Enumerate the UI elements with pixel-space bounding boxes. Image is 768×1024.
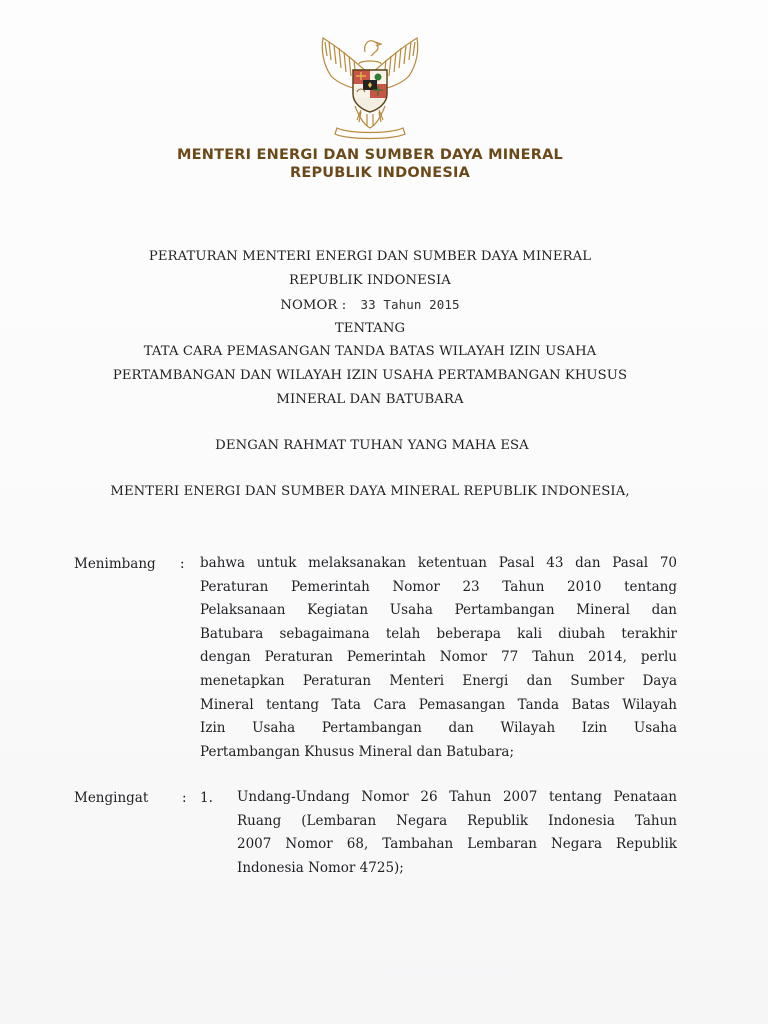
menimbang-line: Batubara sebagaimana telah beberapa kali diubah terakhir	[200, 625, 677, 642]
menimbang-line: Mineral tentang Tata Cara Pemasangan Tanda Batas Wilayah	[200, 696, 677, 713]
menimbang-label: Menimbang	[74, 556, 156, 572]
ministry-title-line1: MENTERI ENERGI DAN SUMBER DAYA MINERAL	[177, 147, 563, 163]
regulation-title-line1: PERATURAN MENTERI ENERGI DAN SUMBER DAYA MINERAL	[148, 249, 592, 264]
menimbang-line: Pelaksanaan Kegiatan Usaha Pertambangan Mineral dan	[200, 602, 677, 619]
mengingat-colon: :	[182, 790, 187, 806]
mengingat-line: Ruang (Lembaran Negara Republik Indonesia Tahun	[237, 812, 677, 829]
mengingat-line: Undang-Undang Nomor 26 Tahun 2007 tentang Penataan	[237, 789, 677, 805]
mengingat-item-text	[237, 786, 677, 880]
menimbang-line: Pertambangan Khusus Mineral dan Batubara;	[200, 743, 515, 760]
nomor-value: 33 Tahun 2015	[360, 297, 460, 312]
menimbang-line: Izin Usaha Pertambangan dan Wilayah Izin Usaha	[200, 720, 677, 737]
menimbang-colon: :	[180, 556, 185, 572]
regulation-number	[0, 297, 754, 313]
tentang-heading: TENTANG	[334, 321, 406, 336]
menimbang-line: bahwa untuk melaksanakan ketentuan Pasal 43 dan Pasal 70	[200, 555, 677, 571]
menimbang-line: dengan Peraturan Pemerintah Nomor 77 Tahun 2014, perlu	[200, 649, 677, 666]
ministry-title-line2: REPUBLIK INDONESIA	[289, 165, 471, 181]
nomor-label: NOMOR :	[280, 298, 347, 313]
mengingat-line: Indonesia Nomor 4725);	[237, 859, 404, 876]
menteri-line: MENTERI ENERGI DAN SUMBER DAYA MINERAL REPUBLIK INDONESIA,	[110, 484, 630, 499]
menimbang-line: Peraturan Pemerintah Nomor 23 Tahun 2010 tentang	[200, 578, 677, 595]
subject-line3: MINERAL DAN BATUBARA	[276, 392, 464, 407]
regulation-title-line2: REPUBLIK INDONESIA	[289, 273, 451, 288]
rahmat-line: DENGAN RAHMAT TUHAN YANG MAHA ESA	[215, 438, 529, 453]
mengingat-item-number: 1.	[200, 790, 213, 806]
subject-line1: TATA CARA PEMASANGAN TANDA BATAS WILAYAH IZIN USAHA	[143, 344, 597, 359]
menimbang-text	[200, 552, 677, 764]
garuda-emblem-icon	[309, 30, 431, 140]
mengingat-line: 2007 Nomor 68, Tambahan Lembaran Negara Republik	[237, 836, 677, 853]
mengingat-label: Mengingat	[74, 790, 149, 806]
subject-line2: PERTAMBANGAN DAN WILAYAH IZIN USAHA PERTAMBANGAN KHUSUS	[112, 368, 628, 383]
menimbang-line: menetapkan Peraturan Menteri Energi dan Sumber Daya	[200, 672, 677, 689]
